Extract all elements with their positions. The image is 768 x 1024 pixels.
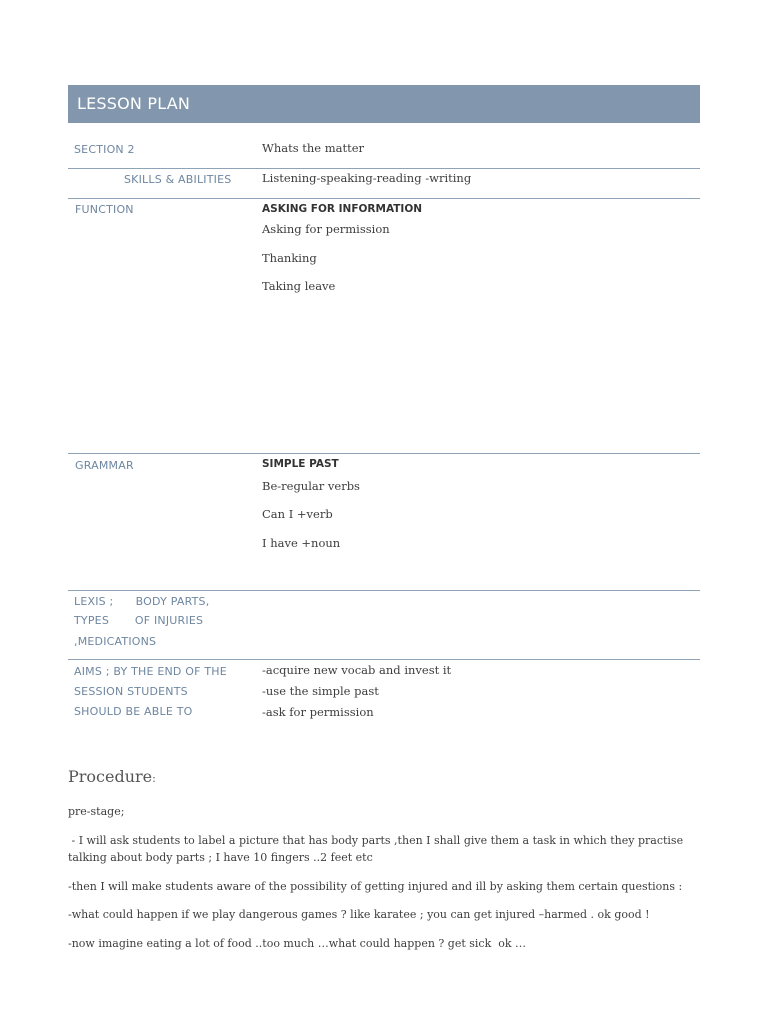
procedure-title-colon: : [152,772,156,785]
skills-label: SKILLS & ABILITIES [124,173,232,186]
procedure-paragraph: -what could happen if we play dangerous games ? like karatee ; you can get injured –harmed . ok good ! [68,908,650,921]
skills-value: Listening-speaking-reading -writing [262,171,472,185]
procedure-title: Procedure [68,767,153,786]
row-divider [68,168,700,169]
grammar-item: I have +noun [262,536,341,550]
row-divider [68,453,700,454]
grammar-item: Can I +verb [262,507,333,521]
lexis-label-line: ,MEDICATIONS [74,635,157,648]
section-label: SECTION 2 [74,143,135,156]
function-item: Taking leave [262,279,336,293]
function-item: Asking for permission [262,222,390,236]
function-label: FUNCTION [75,203,134,216]
function-item: Thanking [262,251,317,265]
aims-label-line: SHOULD BE ABLE TO [74,705,193,718]
grammar-item: Be-regular verbs [262,479,360,493]
row-divider [68,198,700,199]
grammar-label: GRAMMAR [75,459,134,472]
row-divider [68,659,700,660]
grammar-heading: SIMPLE PAST [262,458,339,470]
procedure-paragraph: - I will ask students to label a picture that has body parts ,then I shall give them a task in which they practise talking about body parts ; I have 10 fingers ..2 feet etc [68,834,687,864]
aims-item: -use the simple past [262,684,379,698]
procedure-paragraph: -now imagine eating a lot of food ..too much …what could happen ? get sick ok … [68,937,527,950]
procedure-paragraph: -then I will make students aware of the possibility of getting injured and ill by asking them certain questions : [68,880,683,893]
function-heading: ASKING FOR INFORMATION [262,203,423,215]
aims-label-line: AIMS ; BY THE END OF THE [74,665,227,678]
lesson-plan-title: LESSON PLAN [68,85,700,123]
lexis-label-line: LEXIS ; BODY PARTS, [74,595,210,608]
lexis-label-line: TYPES OF INJURIES [74,614,204,627]
aims-item: -acquire new vocab and invest it [262,663,452,677]
procedure-paragraph: pre-stage; [68,805,125,818]
row-divider [68,590,700,591]
procedure-heading [68,767,156,786]
aims-item: -ask for permission [262,705,374,719]
aims-label-line: SESSION STUDENTS [74,685,188,698]
section-value: Whats the matter [262,141,365,155]
